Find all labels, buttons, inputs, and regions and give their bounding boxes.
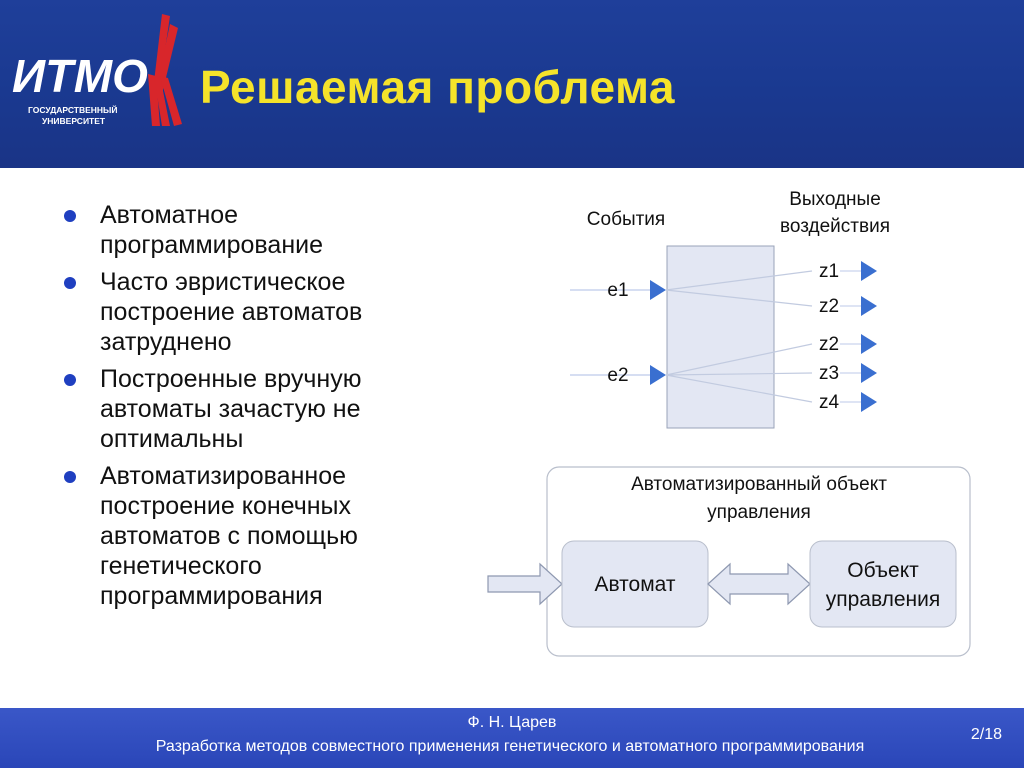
automaton-label: Автомат (594, 573, 676, 596)
logo-line2: УНИВЕРСИТЕТ (42, 116, 106, 126)
z2-arrow-icon (861, 334, 877, 354)
control-object-box (810, 541, 956, 627)
slide-title: Решаемая проблема (200, 61, 675, 113)
bullet-item: Автоматное программирование (60, 200, 460, 260)
control-object-label-2: управления (825, 588, 941, 611)
automaton-block (667, 246, 774, 428)
automated-object-title-1: Автоматизированный объект (631, 474, 887, 495)
z3-arrow-icon (861, 363, 877, 383)
events-label: События (586, 209, 666, 230)
slide-content (0, 168, 1024, 708)
z4-arrow-icon (861, 392, 877, 412)
logo-name: ИТМО (12, 50, 148, 102)
z1-label: z1 (818, 261, 840, 282)
control-object-label-1: Объект (847, 559, 919, 582)
footer-author: Ф. Н. Царев (467, 714, 557, 731)
logo-line1: ГОСУДАРСТВЕННЫЙ (28, 105, 118, 115)
page-number: 2/18 (970, 726, 1002, 743)
automaton-diagram (0, 168, 1024, 708)
outputs-label-1: Выходные (789, 189, 881, 210)
bullet-item: Часто эвристическое построение автоматов затруднено (60, 267, 460, 357)
e2-arrow-icon (650, 365, 666, 385)
z1-arrow-icon (861, 261, 877, 281)
z2-arrow-icon (861, 296, 877, 316)
e1-label: e1 (607, 280, 629, 301)
footer-subtitle: Разработка методов совместного применения генетического и автоматного программирования (155, 738, 865, 755)
bullet-item: Автоматизированное построение конечных автоматов с помощью генетического программирования (60, 461, 460, 611)
header (0, 0, 1024, 168)
z3-label: z3 (818, 363, 840, 384)
z2-label: z2 (818, 334, 840, 355)
automated-object-title-2: управления (707, 502, 811, 523)
outputs-label-2: воздействия (780, 216, 890, 237)
footer (0, 708, 1024, 768)
e2-label: e2 (607, 365, 629, 386)
e1-arrow-icon (650, 280, 666, 300)
z4-label: z4 (818, 392, 840, 413)
z2-label: z2 (818, 296, 840, 317)
bullet-item: Построенные вручную автоматы зачастую не оптимальны (60, 364, 460, 454)
itmo-logo (10, 14, 190, 134)
